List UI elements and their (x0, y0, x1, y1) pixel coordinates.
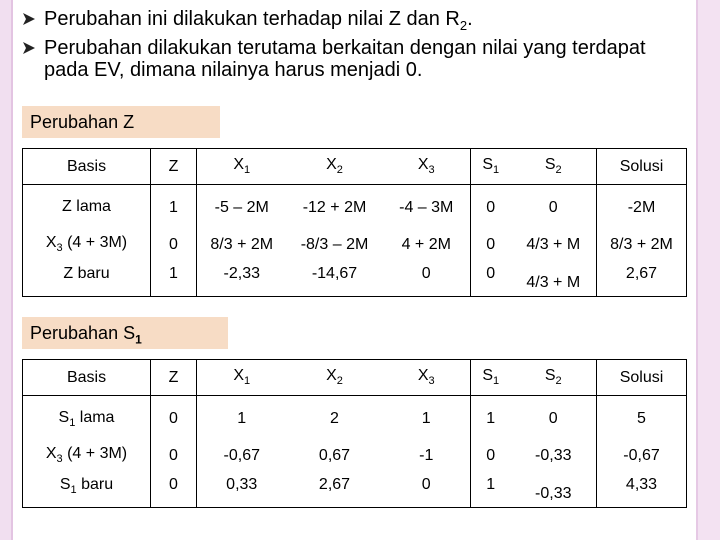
cell-x3: -1 (383, 442, 471, 470)
cell-x1: -5 – 2M (214, 198, 269, 216)
cell-z: 0 (151, 442, 197, 470)
cell-solusi: 5 (637, 409, 646, 427)
cell-x1: -0,67 (223, 446, 260, 464)
cell-x1: -2,33 (223, 264, 260, 282)
header-solusi: Solusi (597, 149, 687, 185)
bullet-sub: 2 (459, 18, 468, 33)
cell-x3: 0 (383, 259, 471, 297)
section-label-perubahan-s1 (22, 317, 228, 349)
cell-x2: -14,67 (311, 264, 358, 282)
table-row (23, 231, 687, 259)
cell-x1: 0,33 (226, 475, 258, 493)
row-basis: Z baru (23, 259, 151, 297)
cell-x2: 0,67 (318, 446, 351, 464)
header-z: Z (151, 149, 197, 185)
table-row (23, 442, 687, 470)
cell-x3: 4 + 2M (383, 231, 471, 259)
cell-z: 0 (151, 396, 197, 442)
cell-solusi: -0,67 (623, 446, 660, 464)
left-decor-rail (0, 0, 13, 540)
header-basis: Basis (23, 360, 151, 396)
header-x3: $X_3$ (383, 360, 471, 396)
bullet-text: Perubahan ini dilakukan terhadap nilai Z dan R (44, 8, 460, 30)
table-perubahan-s1 (22, 359, 687, 508)
cell-solusi: 2,67 (625, 264, 658, 282)
row-basis: $X_3$ (4 + 3M) (23, 231, 151, 259)
cell-x3: 1 (383, 396, 471, 442)
cell-solusi: 4,33 (625, 475, 658, 493)
cell-s1: 0 (486, 235, 496, 253)
row-basis: $X_3$ (4 + 3M) (23, 442, 151, 470)
bullet-item (22, 8, 682, 37)
cell-x1: 8/3 + 2M (210, 235, 274, 253)
header-s2: $S_2$ (511, 149, 597, 185)
cell-x2: 2,67 (318, 475, 351, 493)
arrowhead-bullet-icon (22, 41, 36, 55)
header-x2: $X_2$ (287, 149, 383, 185)
cell-s2: 4/3 + M (511, 231, 597, 259)
cell-z: 1 (151, 259, 197, 297)
bullet-text: Perubahan dilakukan terutama berkaitan dengan nilai yang terdapat pada EV, dimana nilainya harus menjadi 0. (44, 37, 646, 81)
cell-s2: -0,33 (511, 442, 597, 470)
table-header-row (23, 360, 687, 396)
cell-s1: 0 (486, 198, 496, 216)
cell-solusi: 8/3 + 2M (610, 235, 673, 253)
cell-z: 0 (151, 231, 197, 259)
table-header-row (23, 149, 687, 185)
header-x3: $X_3$ (383, 149, 471, 185)
cell-s1: 0 (486, 264, 496, 282)
header-z: Z (151, 360, 197, 396)
cell-z: 1 (151, 185, 197, 231)
cell-solusi: -2M (627, 198, 656, 216)
right-decor-rail (696, 0, 720, 540)
cell-s2: 4/3 + M (511, 259, 597, 297)
cell-x3: -4 – 3M (383, 185, 471, 231)
bullet-list (22, 8, 682, 81)
header-s2: $S_2$ (511, 360, 597, 396)
section-label-perubahan-z (22, 106, 220, 138)
table-row (23, 396, 687, 442)
cell-x2: -12 + 2M (302, 198, 367, 216)
cell-s2: 0 (511, 396, 597, 442)
table-row (23, 470, 687, 508)
cell-z: 0 (151, 470, 197, 508)
cell-s1: 0 (486, 446, 496, 464)
header-solusi: Solusi (597, 360, 687, 396)
cell-s1: 1 (486, 475, 496, 493)
table-perubahan-z (22, 148, 687, 297)
section-label-text: Perubahan S (30, 323, 136, 343)
cell-x3: 0 (383, 470, 471, 508)
header-basis: Basis (23, 149, 151, 185)
bullet-text-end: . (467, 8, 473, 30)
section-label-text: Perubahan Z (30, 112, 135, 132)
section-label-sub: 1 (135, 332, 142, 347)
cell-x2: 2 (330, 409, 339, 427)
table-row (23, 185, 687, 231)
table-row (23, 259, 687, 297)
cell-x2: -8/3 – 2M (300, 235, 369, 253)
header-x1: $X_1$ (197, 149, 287, 185)
cell-s2: -0,33 (511, 470, 597, 508)
header-s1: $S_1$ (471, 360, 511, 396)
header-x2: $X_2$ (287, 360, 383, 396)
header-s1: $S_1$ (471, 149, 511, 185)
row-basis: $S_1$ baru (23, 470, 151, 508)
bullet-item (22, 37, 682, 81)
cell-x1: 1 (237, 409, 247, 427)
arrowhead-bullet-icon (22, 12, 36, 26)
row-basis: Z lama (23, 185, 151, 231)
row-basis: $S_1$ lama (23, 396, 151, 442)
cell-s1: 1 (486, 409, 496, 427)
header-x1: $X_1$ (197, 360, 287, 396)
cell-s2: 0 (511, 185, 597, 231)
